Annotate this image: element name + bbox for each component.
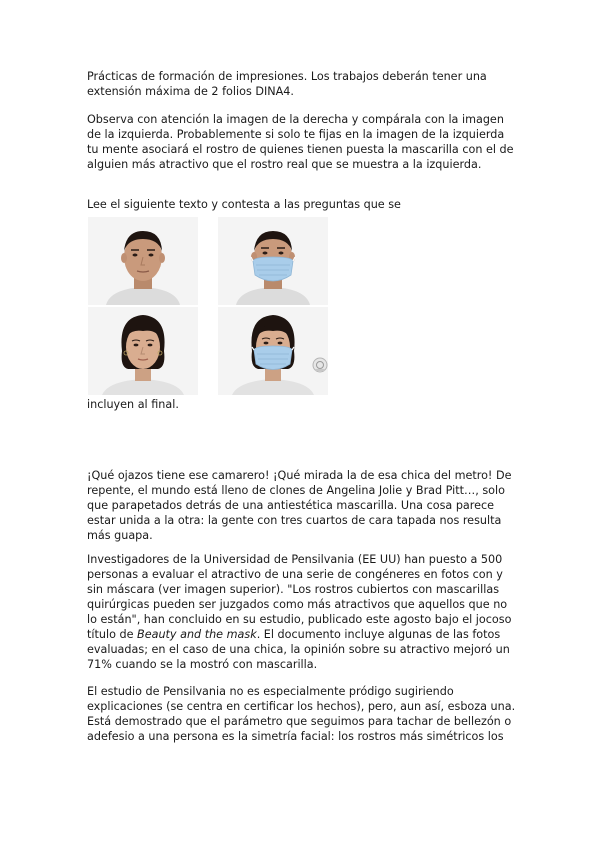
research-text-end: . El documento incluye algunas de las fotos evaluadas; en el caso de una chica, la opinión sobre su atractivo mejoró un 71% cuando se la mostró con mascarilla. — [87, 628, 510, 671]
symmetry-paragraph: El estudio de Pensilvania no es especialmente pródigo sugiriendo explicaciones (se centra en certificar los hechos), pero, aun así, esboza una. Está demostrado que el parámetro que seguimos para tachar de bellezón o adefesio a una persona es la simetría facial: los rostros más simétricos los — [87, 685, 516, 743]
research-text-start: Investigadores de la Universidad de Pensilvania (EE UU) han puesto a 500 personas a evaluar el atractivo de una serie de congéneres en fotos con y sin máscara (ver imagen superior). "Los rostros cubiertos con mascarillas quirúrgicas pueden ser juzgados como más atractivos que aquellos que no lo están", han concluido en su estudio, publicado este agosto bajo el jocoso título de — [87, 553, 512, 641]
intro-paragraph: Prácticas de formación de impresiones. Los trabajos deberán tener una extensión máxima de 2 folios DINA4. — [87, 70, 487, 98]
man-no-mask-illustration — [88, 217, 198, 305]
photo-man-no-mask — [88, 217, 198, 305]
waiter-paragraph: ¡Qué ojazos tiene ese camarero! ¡Qué mirada la de esa chica del metro! De repente, el mundo está lleno de clones de Angelina Jolie y Brad Pitt…, solo que parapetados detrás de una antiestética mascarilla. Una cosa parece estar unida a la otra: la gente con tres cuartos de cara tapada nos resulta más guapa. — [87, 469, 512, 542]
watermark-icon — [312, 357, 328, 373]
read-text-paragraph: Lee el siguiente texto y contesta a las preguntas que se — [87, 198, 401, 211]
instructions-paragraph: Observa con atención la imagen de la derecha y compárala con la imagen de la izquierda. Probablemente si solo te fijas en la imagen de la izquierda tu mente asociará el rostro de quienes tienen puesta la mascarilla con el de alguien más atractivo que el rostro real que se muestra a la izquierda. — [87, 113, 514, 171]
woman-no-mask-illustration — [88, 307, 198, 395]
photo-woman-with-mask — [218, 307, 328, 395]
photo-man-with-mask — [218, 217, 328, 305]
man-with-mask-illustration — [218, 217, 328, 305]
research-paragraph — [87, 552, 517, 672]
woman-with-mask-illustration — [218, 307, 328, 395]
photo-woman-no-mask — [88, 307, 198, 395]
study-title: Beauty and the mask — [137, 628, 257, 641]
read-text-continuation: incluyen al final. — [87, 398, 179, 411]
